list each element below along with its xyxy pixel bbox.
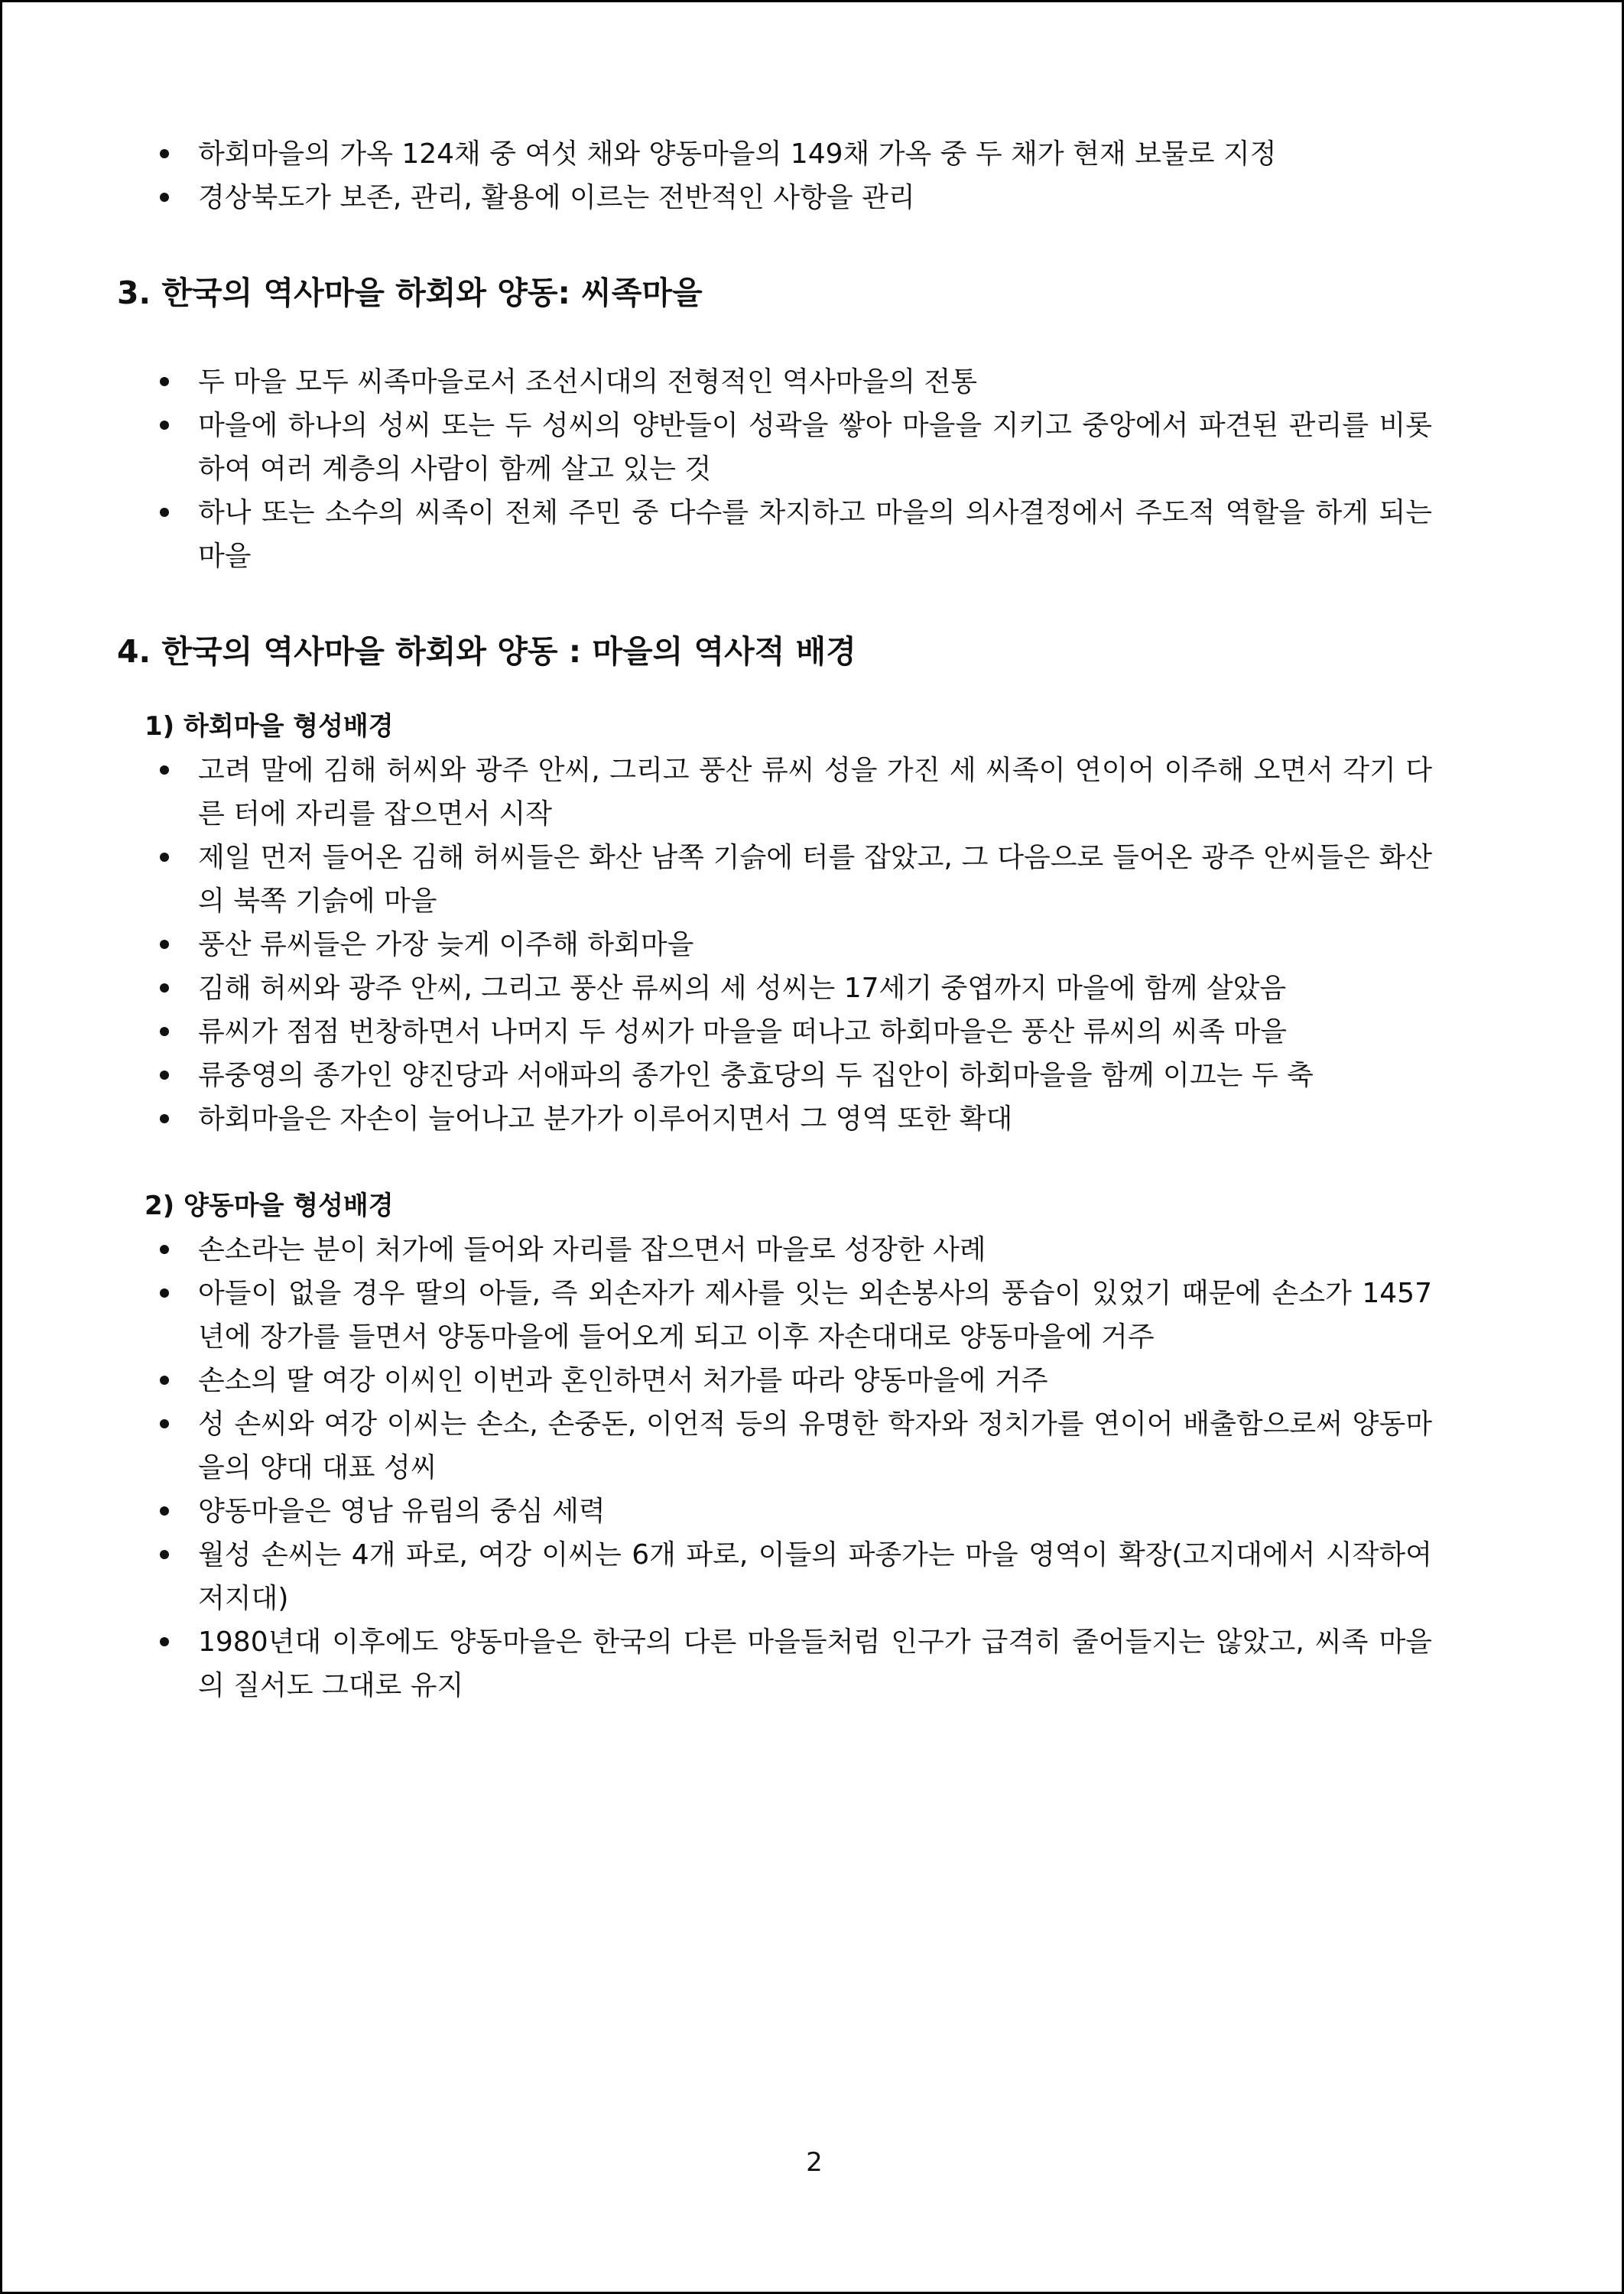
list-item: 하회마을의 가옥 124채 중 여섯 채와 양동마을의 149채 가옥 중 두 채가 현재 보물로 지정 <box>117 132 1432 176</box>
list-item: 제일 먼저 들어온 김해 허씨들은 화산 남쪽 기슭에 터를 잡았고, 그 다음으로 들어온 광주 안씨들은 화산의 북쪽 기슭에 마을 <box>117 836 1432 923</box>
list-item: 마을에 하나의 성씨 또는 두 성씨의 양반들이 성곽을 쌓아 마을을 지키고 중앙에서 파견된 관리를 비롯하여 여러 계층의 사람이 함께 살고 있는 것 <box>117 404 1432 491</box>
page-content <box>117 132 1432 1708</box>
subsection-1-bullet-list <box>117 749 1432 1141</box>
list-item: 고려 말에 김해 허씨와 광주 안씨, 그리고 풍산 류씨 성을 가진 세 씨족이 연이어 이주해 오면서 각기 다른 터에 자리를 잡으면서 시작 <box>117 749 1432 836</box>
list-item: 손소라는 분이 처가에 들어와 자리를 잡으면서 마을로 성장한 사례 <box>117 1228 1432 1272</box>
list-item: 성 손씨와 여강 이씨는 손소, 손중돈, 이언적 등의 유명한 학자와 정치가를 연이어 배출함으로써 양동마을의 양대 대표 성씨 <box>117 1402 1432 1490</box>
subsection-2-bullet-list <box>117 1228 1432 1708</box>
section-4-heading: 4. 한국의 역사마을 하회와 양동 : 마을의 역사적 배경 <box>117 633 856 670</box>
section-3-bullet-list <box>117 360 1432 578</box>
list-item: 하회마을은 자손이 늘어나고 분가가 이루어지면서 그 영역 또한 확대 <box>117 1097 1432 1141</box>
list-item: 류씨가 점점 번창하면서 나머지 두 성씨가 마을을 떠나고 하회마을은 풍산 류씨의 씨족 마을 <box>117 1010 1432 1054</box>
list-item: 김해 허씨와 광주 안씨, 그리고 풍산 류씨의 세 성씨는 17세기 중엽까지 마을에 함께 살았음 <box>117 967 1432 1010</box>
list-item: 류중영의 종가인 양진당과 서애파의 종가인 충효당의 두 집안이 하회마을을 함께 이끄는 두 축 <box>117 1054 1432 1097</box>
subsection-1-heading: 1) 하회마을 형성배경 <box>145 711 394 742</box>
list-item: 하나 또는 소수의 씨족이 전체 주민 중 다수를 차지하고 마을의 의사결정에서 주도적 역할을 하게 되는 마을 <box>117 491 1432 578</box>
intro-bullet-list <box>117 132 1432 219</box>
list-item: 경상북도가 보존, 관리, 활용에 이르는 전반적인 사항을 관리 <box>117 176 1432 219</box>
list-item: 풍산 류씨들은 가장 늦게 이주해 하회마을 <box>117 923 1432 967</box>
list-item: 양동마을은 영남 유림의 중심 세력 <box>117 1490 1432 1533</box>
page-number: 2 <box>806 2147 823 2178</box>
list-item: 월성 손씨는 4개 파로, 여강 이씨는 6개 파로, 이들의 파종가는 마을 영역이 확장(고지대에서 시작하여 저지대) <box>117 1533 1432 1620</box>
list-item: 두 마을 모두 씨족마을로서 조선시대의 전형적인 역사마을의 전통 <box>117 360 1432 404</box>
list-item: 1980년대 이후에도 양동마을은 한국의 다른 마을들처럼 인구가 급격히 줄어들지는 않았고, 씨족 마을의 질서도 그대로 유지 <box>117 1620 1432 1708</box>
list-item: 아들이 없을 경우 딸의 아들, 즉 외손자가 제사를 잇는 외손봉사의 풍습이 있었기 때문에 손소가 1457년에 장가를 들면서 양동마을에 들어오게 되고 이후 자손대대로 양동마을에 거주 <box>117 1272 1432 1359</box>
section-3-heading: 3. 한국의 역사마을 하회와 양동: 씨족마을 <box>117 275 703 311</box>
subsection-2-heading: 2) 양동마을 형성배경 <box>145 1191 394 1221</box>
list-item: 손소의 딸 여강 이씨인 이번과 혼인하면서 처가를 따라 양동마을에 거주 <box>117 1359 1432 1402</box>
